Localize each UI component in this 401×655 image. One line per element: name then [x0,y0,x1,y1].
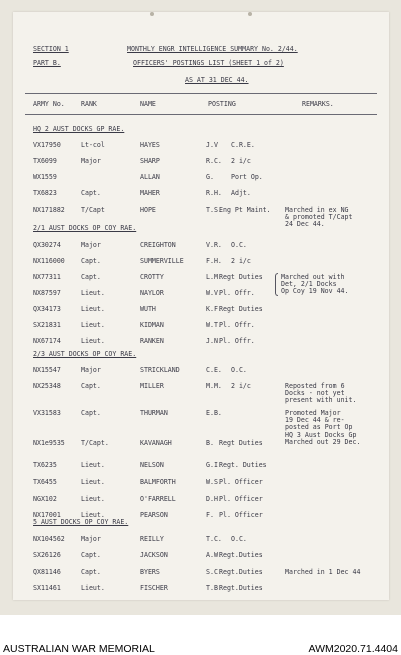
initials: W.V. [206,289,222,297]
initials: S.C. [206,568,222,576]
army-number: NX104562 [33,535,65,543]
army-number: NX1e9535 [33,439,65,447]
army-number: VX31583 [33,409,61,417]
rank: Capt. [81,273,101,281]
column-header-posting: POSTING [208,100,236,108]
posting: Eng Pt Maint. [219,206,271,214]
initials: D.H. [206,495,222,503]
initials: E.B. [206,409,222,417]
rank: Lieut. [81,289,105,297]
army-number: TX6823 [33,189,57,197]
surname: ALLAN [140,173,160,181]
surname: NELSON [140,461,164,469]
posting: Regt.Duties [219,551,263,559]
army-number: NX17001 [33,511,61,519]
surname: NAYLOR [140,289,164,297]
surname: FISCHER [140,584,168,592]
rank: Major [81,535,101,543]
posting: Regt Duties [219,305,263,313]
archive-footer [0,615,401,653]
initials: W.T. [206,321,222,329]
rank: Lieut. [81,337,105,345]
surname: JACKSON [140,551,168,559]
posting: Regt.Duties [219,568,263,576]
rank: Lieut. [81,305,105,313]
remark-line: Marched out 29 Dec. [285,437,361,446]
initials: T.S. [206,206,222,214]
army-number: NX67174 [33,337,61,345]
column-header-army-no: ARMY No. [33,100,65,108]
army-number: NX25348 [33,382,61,390]
document-subtitle: OFFICERS' POSTINGS LIST (SHEET 1 of 2) [133,59,284,67]
remark-line: & promoted T/Capt [285,213,353,222]
group-heading: 5 AUST DOCKS OP COY RAE. [33,518,129,526]
surname: CREIGHTON [140,241,176,249]
surname: BALMFORTH [140,478,176,486]
army-number: TX6099 [33,157,57,165]
initials: J.N. [206,337,222,345]
army-number: WX1559 [33,173,57,181]
army-number: QX81146 [33,568,61,576]
army-number: VX17950 [33,141,61,149]
remark-line: Docks - not yet [285,389,345,398]
remark-line: posted as Port Op [285,423,353,432]
initials: K.F. [206,305,222,313]
group-heading: 2/3 AUST DOCKS OP COY RAE. [33,350,137,358]
punch-hole [150,12,154,16]
remark-line: Promoted Major [285,409,341,417]
rank: Lieut. [81,321,105,329]
header-rule-top [25,93,377,94]
surname: THURMAN [140,409,168,417]
posting: Port Op. [231,173,263,181]
surname: WUTH [140,305,156,313]
posting: Pl. Offr. [219,321,255,329]
army-number: SX26126 [33,551,61,559]
group-heading: HQ 2 AUST DOCKS GP RAE. [33,125,125,133]
header-rule-bottom [25,114,377,115]
rank: T/Capt. [81,439,109,447]
initials: R.C. [206,157,222,165]
remark-line: Op Coy 19 Nov 44. [281,287,349,296]
remark-line: Reposted from 6 [285,382,345,390]
remark-line: Marched in 1 Dec 44 [285,568,361,576]
as-at-date: AS AT 31 DEC 44. [185,76,249,84]
remarks-brace [275,273,278,296]
section-label: SECTION 1 [33,45,69,53]
remark-line: Det, 2/1 Docks [281,280,337,289]
rank: Capt. [81,257,101,265]
rank: Major [81,366,101,374]
surname: KIDMAN [140,321,164,329]
army-number: NX15547 [33,366,61,374]
surname: RANKEN [140,337,164,345]
column-header-rank: RANK [81,100,97,108]
initials: R.H. [206,189,222,197]
posting: O.C. [231,241,247,249]
surname: BYERS [140,568,160,576]
document-title: MONTHLY ENGR INTELLIGENCE SUMMARY No. 2/44. [127,45,298,53]
posting: O.C. [231,535,247,543]
army-number: NX77311 [33,273,61,281]
part-label: PART B. [33,59,61,67]
posting: 2 i/c [231,382,251,390]
column-header-name: NAME [140,100,156,108]
rank: Capt. [81,189,101,197]
posting: Pl. Offr. [219,337,255,345]
posting: Regt Duties [219,273,263,281]
posting: Regt. Duties [219,461,267,469]
remark-line: HQ 3 Aust Docks Gp [285,430,357,439]
initials: V.R. [206,241,222,249]
remark-line: present with unit. [285,396,357,405]
document-sheet [13,12,389,600]
army-number: QX34173 [33,305,61,313]
rank: Capt. [81,568,101,576]
army-number: TX6235 [33,461,57,469]
initials: F.H. [206,257,222,265]
initials: G. [206,173,214,181]
posting: O.C. [231,366,247,374]
army-number: SX21831 [33,321,61,329]
posting: C.R.E. [231,141,255,149]
surname: O'FARRELL [140,495,176,503]
initials: G.I. [206,461,222,469]
group-heading: 2/1 AUST DOCKS OP COY RAE. [33,224,137,232]
army-number: NGX102 [33,495,57,503]
surname: PEARSON [140,511,168,519]
surname: HAYES [140,141,160,149]
remark-line: Marched in ex NG [285,206,349,214]
column-header-remarks: REMARKS. [302,100,334,108]
surname: MAHER [140,189,160,197]
initials: J.V [206,141,218,149]
initials: C.E. [206,366,222,374]
remark-line: Marched out with [281,273,345,281]
posting: Regt.Duties [219,584,263,592]
rank: Capt. [81,382,101,390]
army-number: SX11461 [33,584,61,592]
initials: B. [206,439,214,447]
initials: T.B. [206,584,222,592]
punch-hole [248,12,252,16]
surname: CROTTY [140,273,164,281]
rank: Major [81,157,101,165]
posting: 2 i/c [231,257,251,265]
surname: STRICKLAND [140,366,180,374]
initials: A.W. [206,551,222,559]
surname: SHARP [140,157,160,165]
army-number: NX171882 [33,206,65,214]
army-number: NX116000 [33,257,65,265]
surname: REILLY [140,535,164,543]
remark-line: 19 Dec 44 & re- [285,416,345,425]
army-number: QX30274 [33,241,61,249]
posting: Adjt. [231,189,251,197]
rank: Major [81,241,101,249]
initials: T.C. [206,535,222,543]
initials: L.M. [206,273,222,281]
rank: Lieut. [81,478,105,486]
rank: T/Capt [81,206,105,214]
rank: Lieut. [81,511,105,519]
posting: 2 i/c [231,157,251,165]
posting: Pl. Offr. [219,289,255,297]
army-number: NX87597 [33,289,61,297]
posting: Pl. Officer [219,511,263,519]
rank: Capt. [81,551,101,559]
initials: W.S. [206,478,222,486]
initials: M.M. [206,382,222,390]
posting: Pl. Officer [219,478,263,486]
footer-catalogue-number: AWM2020.71.4404 [308,643,398,655]
rank: Lieut. [81,495,105,503]
rank: Lieut. [81,461,105,469]
army-number: TX6455 [33,478,57,486]
surname: KAVANAGH [140,439,172,447]
remark-line: 24 Dec 44. [285,220,325,229]
surname: SUMMERVILLE [140,257,184,265]
rank: Lt-col [81,141,105,149]
initials: F. [206,511,214,519]
posting: Regt Duties [219,439,263,447]
posting: Pl. Officer [219,495,263,503]
rank: Capt. [81,409,101,417]
surname: MILLER [140,382,164,390]
footer-institution: AUSTRALIAN WAR MEMORIAL [3,643,155,655]
surname: HOPE [140,206,156,214]
rank: Lieut. [81,584,105,592]
